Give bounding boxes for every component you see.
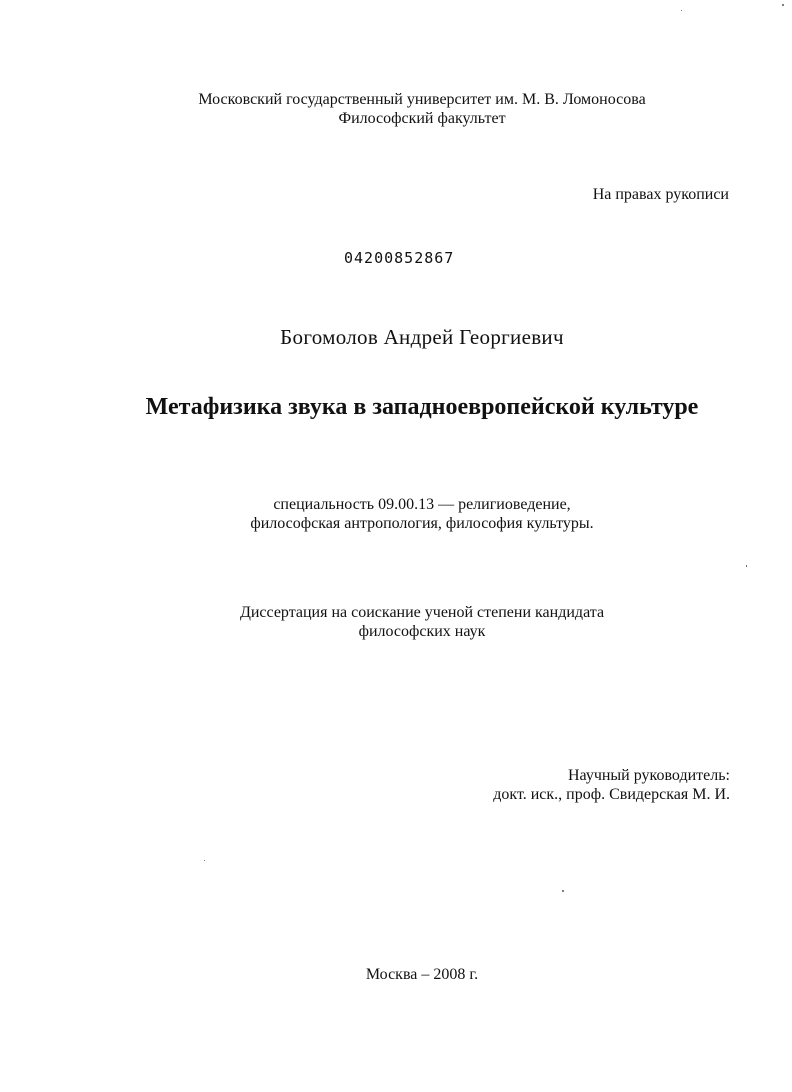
manuscript-note: На правах рукописи	[592, 186, 729, 203]
degree-line: философских наук	[358, 623, 486, 640]
place-and-year: Москва – 2008 г.	[365, 966, 479, 983]
institution-header	[22, 90, 792, 128]
university-name: Московский государственный университет им. М. В. Ломоносова	[198, 91, 646, 108]
scan-speck	[746, 565, 747, 567]
supervisor-label: Научный руководитель:	[567, 767, 730, 784]
dissertation-title: Метафизика звука в западноевропейской культуре	[145, 394, 699, 420]
degree-line: Диссертация на соискание ученой степени кандидата	[239, 604, 605, 621]
scan-speck	[562, 890, 564, 892]
scan-speck	[681, 10, 682, 11]
degree-block	[22, 603, 792, 641]
registration-number: 04200852867	[344, 249, 455, 267]
specialty-block	[22, 495, 792, 533]
supervisor-block	[493, 766, 730, 804]
specialty-line: специальность 09.00.13 — религиоведение,	[273, 496, 571, 513]
author-name: Богомолов Андрей Георгиевич	[280, 325, 564, 349]
faculty-name: Философский факультет	[338, 110, 506, 127]
specialty-line: философская антропология, философия культуры.	[250, 515, 594, 532]
scan-speck	[782, 4, 784, 6]
scan-speck	[204, 860, 205, 861]
supervisor-name: докт. иск., проф. Свидерская М. И.	[493, 786, 730, 803]
